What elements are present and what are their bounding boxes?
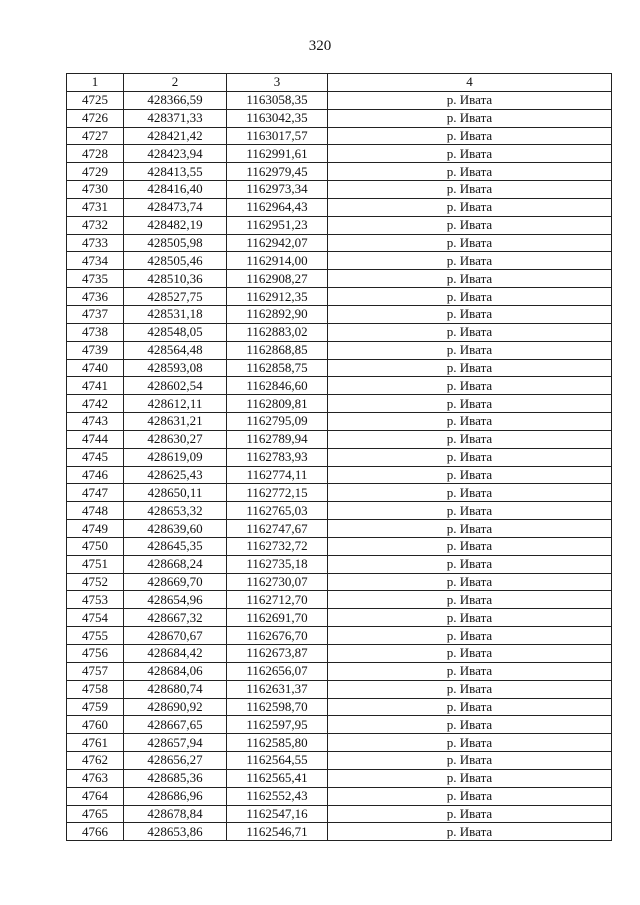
cell-x: 428548,05: [124, 323, 227, 341]
cell-x: 428482,19: [124, 216, 227, 234]
table-row: [67, 252, 612, 270]
cell-point-number: 4746: [67, 466, 124, 484]
cell-point-number: 4731: [67, 198, 124, 216]
cell-y: 1162979,45: [227, 163, 328, 181]
cell-point-number: 4733: [67, 234, 124, 252]
cell-y: 1162552,43: [227, 787, 328, 805]
table-row: [67, 198, 612, 216]
table-row: [67, 752, 612, 770]
cell-point-number: 4751: [67, 555, 124, 573]
cell-point-number: 4765: [67, 805, 124, 823]
cell-point-number: 4753: [67, 591, 124, 609]
table-row: [67, 413, 612, 431]
cell-description: р. Ивата: [328, 216, 612, 234]
table-row: [67, 216, 612, 234]
cell-y: 1162564,55: [227, 752, 328, 770]
cell-y: 1162809,81: [227, 395, 328, 413]
cell-description: р. Ивата: [328, 752, 612, 770]
cell-y: 1162597,95: [227, 716, 328, 734]
cell-y: 1162883,02: [227, 323, 328, 341]
table-row: [67, 591, 612, 609]
cell-point-number: 4732: [67, 216, 124, 234]
cell-x: 428653,32: [124, 502, 227, 520]
cell-description: р. Ивата: [328, 91, 612, 109]
cell-description: р. Ивата: [328, 270, 612, 288]
cell-description: р. Ивата: [328, 627, 612, 645]
cell-y: 1162868,85: [227, 341, 328, 359]
table-row: [67, 520, 612, 538]
cell-point-number: 4739: [67, 341, 124, 359]
cell-x: 428505,98: [124, 234, 227, 252]
cell-x: 428657,94: [124, 734, 227, 752]
cell-point-number: 4741: [67, 377, 124, 395]
cell-x: 428686,96: [124, 787, 227, 805]
cell-point-number: 4735: [67, 270, 124, 288]
cell-x: 428564,48: [124, 341, 227, 359]
cell-point-number: 4761: [67, 734, 124, 752]
table-row: [67, 127, 612, 145]
cell-description: р. Ивата: [328, 537, 612, 555]
cell-point-number: 4747: [67, 484, 124, 502]
table-row: [67, 234, 612, 252]
cell-y: 1162676,70: [227, 627, 328, 645]
cell-x: 428421,42: [124, 127, 227, 145]
table-row: [67, 805, 612, 823]
cell-x: 428645,35: [124, 537, 227, 555]
cell-x: 428593,08: [124, 359, 227, 377]
cell-y: 1163042,35: [227, 109, 328, 127]
cell-description: р. Ивата: [328, 734, 612, 752]
cell-description: р. Ивата: [328, 377, 612, 395]
table-row: [67, 270, 612, 288]
table-row: [67, 484, 612, 502]
cell-y: 1162789,94: [227, 430, 328, 448]
cell-description: р. Ивата: [328, 573, 612, 591]
cell-y: 1162858,75: [227, 359, 328, 377]
cell-description: р. Ивата: [328, 662, 612, 680]
table-row: [67, 573, 612, 591]
cell-y: 1162991,61: [227, 145, 328, 163]
cell-y: 1162795,09: [227, 413, 328, 431]
cell-x: 428669,70: [124, 573, 227, 591]
table-row: [67, 734, 612, 752]
cell-x: 428684,06: [124, 662, 227, 680]
cell-y: 1162673,87: [227, 645, 328, 663]
cell-y: 1162914,00: [227, 252, 328, 270]
cell-point-number: 4742: [67, 395, 124, 413]
cell-y: 1162585,80: [227, 734, 328, 752]
cell-point-number: 4756: [67, 645, 124, 663]
cell-x: 428680,74: [124, 680, 227, 698]
cell-point-number: 4744: [67, 430, 124, 448]
header-cell-y: 3: [227, 74, 328, 92]
cell-x: 428619,09: [124, 448, 227, 466]
cell-point-number: 4766: [67, 823, 124, 841]
table-row: [67, 145, 612, 163]
cell-description: р. Ивата: [328, 359, 612, 377]
cell-description: р. Ивата: [328, 591, 612, 609]
cell-x: 428602,54: [124, 377, 227, 395]
cell-point-number: 4754: [67, 609, 124, 627]
cell-y: 1162732,72: [227, 537, 328, 555]
cell-x: 428685,36: [124, 769, 227, 787]
cell-point-number: 4752: [67, 573, 124, 591]
cell-point-number: 4750: [67, 537, 124, 555]
cell-description: р. Ивата: [328, 716, 612, 734]
cell-y: 1162964,43: [227, 198, 328, 216]
cell-point-number: 4763: [67, 769, 124, 787]
cell-point-number: 4736: [67, 288, 124, 306]
cell-description: р. Ивата: [328, 127, 612, 145]
table-row: [67, 91, 612, 109]
table-row: [67, 430, 612, 448]
cell-x: 428423,94: [124, 145, 227, 163]
cell-point-number: 4728: [67, 145, 124, 163]
cell-x: 428668,24: [124, 555, 227, 573]
cell-y: 1162546,71: [227, 823, 328, 841]
cell-point-number: 4762: [67, 752, 124, 770]
cell-y: 1162912,35: [227, 288, 328, 306]
cell-x: 428650,11: [124, 484, 227, 502]
table-row: [67, 823, 612, 841]
cell-description: р. Ивата: [328, 609, 612, 627]
cell-x: 428473,74: [124, 198, 227, 216]
cell-description: р. Ивата: [328, 484, 612, 502]
cell-description: р. Ивата: [328, 645, 612, 663]
table-row: [67, 181, 612, 199]
cell-description: р. Ивата: [328, 323, 612, 341]
cell-point-number: 4757: [67, 662, 124, 680]
cell-y: 1162598,70: [227, 698, 328, 716]
cell-y: 1162892,90: [227, 305, 328, 323]
table-row: [67, 609, 612, 627]
cell-y: 1162735,18: [227, 555, 328, 573]
page-number: 320: [308, 38, 332, 54]
cell-y: 1163058,35: [227, 91, 328, 109]
cell-point-number: 4730: [67, 181, 124, 199]
cell-y: 1162547,16: [227, 805, 328, 823]
cell-point-number: 4737: [67, 305, 124, 323]
cell-y: 1162783,93: [227, 448, 328, 466]
cell-description: р. Ивата: [328, 234, 612, 252]
table-header: [67, 74, 612, 92]
table-row: [67, 109, 612, 127]
table-row: [67, 627, 612, 645]
cell-y: 1162712,70: [227, 591, 328, 609]
cell-description: р. Ивата: [328, 680, 612, 698]
cell-point-number: 4725: [67, 91, 124, 109]
cell-x: 428612,11: [124, 395, 227, 413]
cell-description: р. Ивата: [328, 805, 612, 823]
table-row: [67, 787, 612, 805]
cell-point-number: 4758: [67, 680, 124, 698]
table-body: [67, 91, 612, 840]
cell-description: р. Ивата: [328, 145, 612, 163]
coordinates-table: [66, 73, 612, 841]
table-row: [67, 341, 612, 359]
cell-point-number: 4748: [67, 502, 124, 520]
cell-y: 1162565,41: [227, 769, 328, 787]
cell-point-number: 4755: [67, 627, 124, 645]
cell-y: 1162846,60: [227, 377, 328, 395]
cell-description: р. Ивата: [328, 769, 612, 787]
cell-description: р. Ивата: [328, 252, 612, 270]
cell-y: 1162908,27: [227, 270, 328, 288]
cell-x: 428684,42: [124, 645, 227, 663]
table-row: [67, 680, 612, 698]
table-row: [67, 645, 612, 663]
cell-x: 428630,27: [124, 430, 227, 448]
cell-x: 428527,75: [124, 288, 227, 306]
cell-point-number: 4727: [67, 127, 124, 145]
cell-x: 428413,55: [124, 163, 227, 181]
cell-description: р. Ивата: [328, 466, 612, 484]
table-row: [67, 323, 612, 341]
cell-x: 428371,33: [124, 109, 227, 127]
cell-description: р. Ивата: [328, 413, 612, 431]
cell-y: 1162973,34: [227, 181, 328, 199]
cell-x: 428653,86: [124, 823, 227, 841]
cell-y: 1162774,11: [227, 466, 328, 484]
cell-x: 428670,67: [124, 627, 227, 645]
table-row: [67, 448, 612, 466]
table-row: [67, 305, 612, 323]
cell-point-number: 4740: [67, 359, 124, 377]
cell-point-number: 4729: [67, 163, 124, 181]
cell-description: р. Ивата: [328, 520, 612, 538]
cell-point-number: 4759: [67, 698, 124, 716]
cell-x: 428654,96: [124, 591, 227, 609]
cell-x: 428667,65: [124, 716, 227, 734]
cell-x: 428366,59: [124, 91, 227, 109]
header-cell-x: 2: [124, 74, 227, 92]
cell-y: 1162631,37: [227, 680, 328, 698]
cell-point-number: 4749: [67, 520, 124, 538]
cell-y: 1162747,67: [227, 520, 328, 538]
cell-description: р. Ивата: [328, 823, 612, 841]
cell-point-number: 4734: [67, 252, 124, 270]
cell-description: р. Ивата: [328, 698, 612, 716]
cell-point-number: 4764: [67, 787, 124, 805]
table-row: [67, 359, 612, 377]
cell-description: р. Ивата: [328, 395, 612, 413]
cell-y: 1162730,07: [227, 573, 328, 591]
cell-description: р. Ивата: [328, 305, 612, 323]
table-row: [67, 537, 612, 555]
cell-description: р. Ивата: [328, 198, 612, 216]
cell-y: 1163017,57: [227, 127, 328, 145]
cell-y: 1162691,70: [227, 609, 328, 627]
cell-x: 428625,43: [124, 466, 227, 484]
cell-description: р. Ивата: [328, 555, 612, 573]
header-cell-point-number: 1: [67, 74, 124, 92]
table-row: [67, 502, 612, 520]
cell-x: 428690,92: [124, 698, 227, 716]
cell-x: 428531,18: [124, 305, 227, 323]
cell-description: р. Ивата: [328, 181, 612, 199]
cell-y: 1162772,15: [227, 484, 328, 502]
table-row: [67, 466, 612, 484]
cell-description: р. Ивата: [328, 341, 612, 359]
cell-description: р. Ивата: [328, 502, 612, 520]
table-row: [67, 163, 612, 181]
table-row: [67, 555, 612, 573]
table-row: [67, 662, 612, 680]
header-cell-description: 4: [328, 74, 612, 92]
cell-description: р. Ивата: [328, 430, 612, 448]
table-row: [67, 698, 612, 716]
table-row: [67, 377, 612, 395]
cell-y: 1162942,07: [227, 234, 328, 252]
cell-point-number: 4743: [67, 413, 124, 431]
cell-description: р. Ивата: [328, 109, 612, 127]
table-row: [67, 395, 612, 413]
cell-x: 428639,60: [124, 520, 227, 538]
table-row: [67, 288, 612, 306]
cell-x: 428510,36: [124, 270, 227, 288]
cell-point-number: 4745: [67, 448, 124, 466]
cell-description: р. Ивата: [328, 288, 612, 306]
cell-x: 428678,84: [124, 805, 227, 823]
cell-y: 1162765,03: [227, 502, 328, 520]
header-row: [67, 74, 612, 92]
table-row: [67, 716, 612, 734]
cell-point-number: 4760: [67, 716, 124, 734]
cell-description: р. Ивата: [328, 787, 612, 805]
cell-description: р. Ивата: [328, 448, 612, 466]
cell-point-number: 4726: [67, 109, 124, 127]
cell-description: р. Ивата: [328, 163, 612, 181]
table-row: [67, 769, 612, 787]
cell-y: 1162656,07: [227, 662, 328, 680]
cell-y: 1162951,23: [227, 216, 328, 234]
cell-x: 428656,27: [124, 752, 227, 770]
cell-x: 428416,40: [124, 181, 227, 199]
cell-x: 428631,21: [124, 413, 227, 431]
cell-x: 428505,46: [124, 252, 227, 270]
cell-point-number: 4738: [67, 323, 124, 341]
cell-x: 428667,32: [124, 609, 227, 627]
